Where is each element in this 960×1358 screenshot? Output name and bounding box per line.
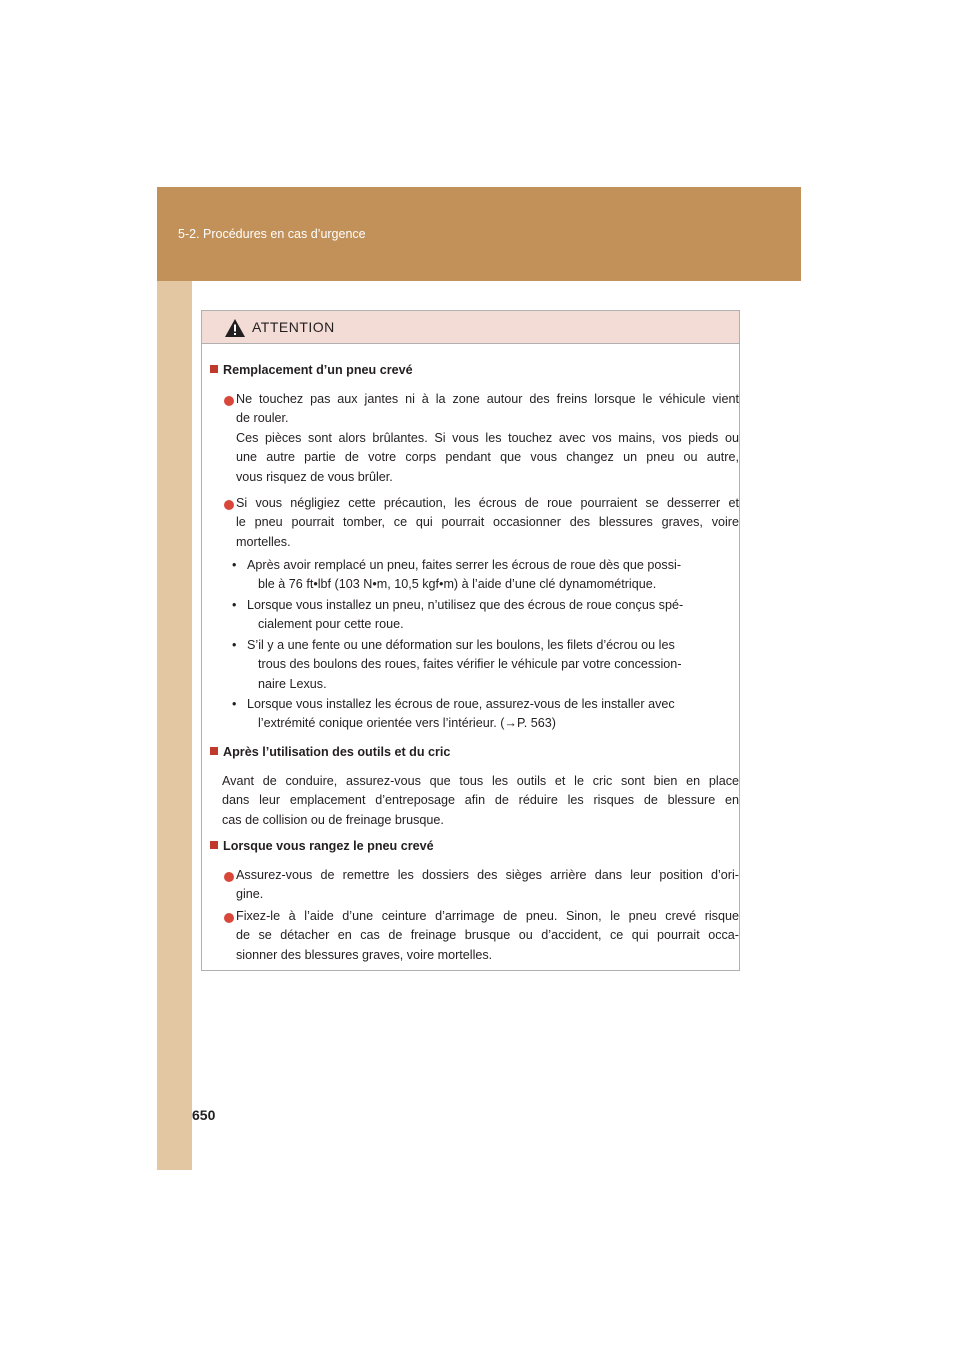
- sub-item: Après avoir remplacé un pneu, faites serrer les écrous de roue dès que possi- ble à 76 ft•lbf (103 N•m, 10,5 kgf•m) à l’aide d’une clé dynamométrique.: [247, 558, 682, 592]
- sub-bullet-marker: •: [232, 598, 237, 612]
- warning-triangle-icon: [224, 318, 246, 338]
- section-paragraph: Avant de conduire, assurez-vous que tous les outils et le cric sont bien en place dans leur emplacement d’entreposage afin de réduire les risques de blessure en cas de collision ou de freinage brusque.: [222, 774, 739, 827]
- section-heading: Après l’utilisation des outils et du cric: [210, 743, 450, 762]
- attention-box: [201, 310, 740, 971]
- attention-header: [202, 311, 739, 344]
- square-bullet-icon: [210, 747, 218, 755]
- red-dot-bullet-icon: [224, 500, 234, 510]
- red-dot-bullet-icon: [224, 872, 234, 882]
- red-dot-bullet-icon: [224, 396, 234, 406]
- section-header-band: [157, 187, 801, 281]
- sub-item: Lorsque vous installez un pneu, n’utilisez que des écrous de roue conçus spé- cialement pour cette roue.: [247, 598, 684, 632]
- section-heading: Remplacement d’un pneu crevé: [210, 361, 413, 380]
- square-bullet-icon: [210, 365, 218, 373]
- section-title: 5-2. Procédures en cas d’urgence: [178, 227, 366, 241]
- bullet-paragraph: Assurez-vous de remettre les dossiers des sièges arrière dans leur position d’ori- gine.: [236, 868, 739, 902]
- attention-title: ATTENTION: [252, 319, 335, 335]
- square-bullet-icon: [210, 841, 218, 849]
- sub-item: S’il y a une fente ou une déformation sur les boulons, les filets d’écrou ou les trous des boulons des roues, faites vérifier le véhicule par votre concession- naire Lexus.: [247, 638, 682, 691]
- section-heading: Lorsque vous rangez le pneu crevé: [210, 837, 434, 856]
- bullet-paragraph: Si vous négligiez cette précaution, les écrous de roue pourraient se desserrer et le pneu pourrait tomber, ce qui pourrait occasionner des blessures graves, voire mortelles.: [236, 496, 739, 549]
- bullet-paragraph: Ne touchez pas aux jantes ni à la zone autour des freins lorsque le véhicule vient de rouler. Ces pièces sont alors brûlantes. Si vous les touchez avec vos mains, vos pieds ou une autre partie de votre corps pendant que vous changez un pneu ou autre, vous risquez de vous brûler.: [236, 392, 739, 484]
- sub-bullet-marker: •: [232, 638, 237, 652]
- sub-item: Lorsque vous installez les écrous de roue, assurez-vous de les installer avec l’extrémité conique orientée vers l’intérieur. (→P. 563): [247, 697, 675, 731]
- side-strip: [157, 187, 192, 1170]
- sub-bullet-marker: •: [232, 697, 237, 711]
- page-number: 650: [192, 1107, 216, 1123]
- bullet-paragraph: Fixez-le à l’aide d’une ceinture d’arrimage de pneu. Sinon, le pneu crevé risque de se détacher en cas de freinage brusque ou d’accident, ce qui pourrait occa- sionner des blessures graves, voire mortelles.: [236, 909, 739, 962]
- sub-bullet-marker: •: [232, 558, 237, 572]
- red-dot-bullet-icon: [224, 913, 234, 923]
